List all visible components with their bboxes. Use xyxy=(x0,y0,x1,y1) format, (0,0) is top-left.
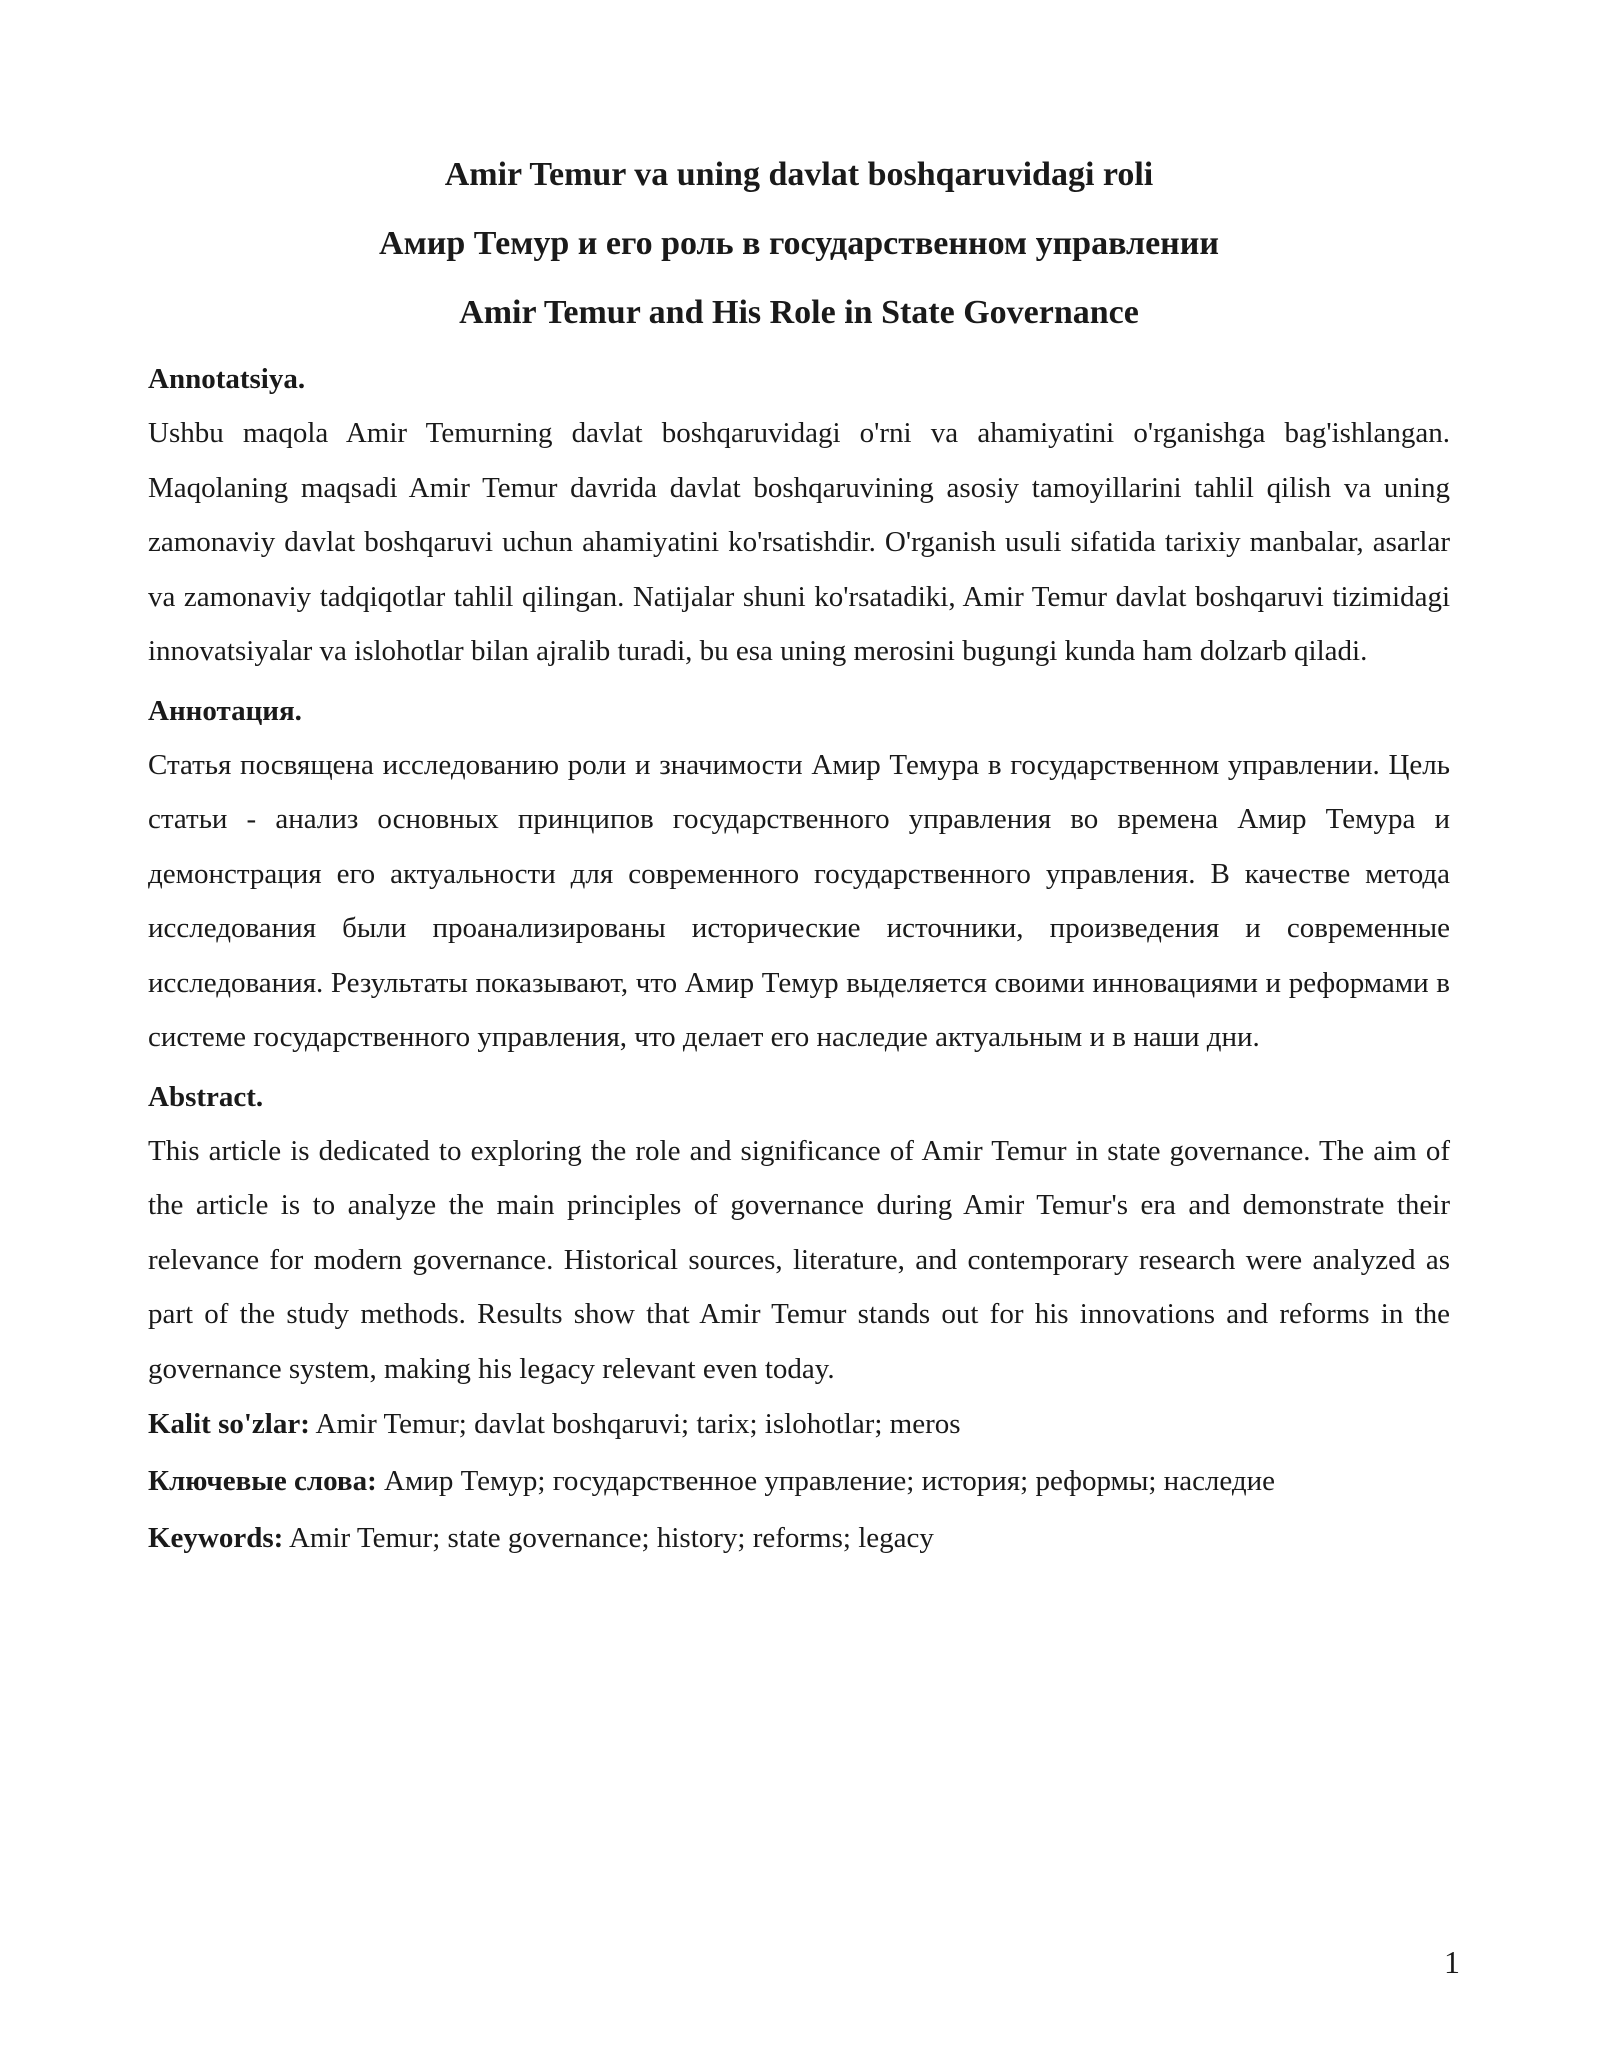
keywords-list-russian: Амир Темур; государственное управление; история; реформы; наследие xyxy=(376,1465,1276,1497)
title-uzbek: Amir Temur va uning davlat boshqaruvidagi roli xyxy=(444,156,1154,193)
abstract-heading-uzbek: Annotatsiya. xyxy=(148,363,306,395)
keywords-list-uzbek: Amir Temur; davlat boshqaruvi; tarix; islohotlar; meros xyxy=(309,1408,961,1440)
keywords-english xyxy=(148,1510,1450,1567)
keywords-list-english: Amir Temur; state governance; history; reforms; legacy xyxy=(283,1522,934,1554)
keywords-russian xyxy=(148,1453,1450,1510)
abstract-heading-russian: Аннотация. xyxy=(148,694,302,727)
abstract-text-uzbek: Ushbu maqola Amir Temurning davlat boshqaruvidagi o'rni va ahamiyatini o'rganishga bag'ishlangan. Maqolaning maqsadi Amir Temur davrida davlat boshqaruvining asosiy tamoyillarini tahlil qilish va uning zamonaviy davlat boshqaruvi uchun ahamiyatini ko'rsatishdir. O'rganish usuli sifatida tarixiy manbalar, asarlar va zamonaviy tadqiqotlar tahlil qilingan. Natijalar shuni ko'rsatadiki, Amir Temur davlat boshqaruvi tizimidagi innovatsiyalar va islohotlar bilan ajralib turadi, bu esa uning merosini bugungi kunda ham dolzarb qiladi. xyxy=(148,417,1450,667)
paper-page xyxy=(148,140,1450,1567)
keywords-label-uzbek: Kalit so'zlar: xyxy=(148,1408,310,1440)
abstract-text-russian: Статья посвящена исследованию роли и значимости Амир Темура в государственном управлении. Цель статьи - анализ основных принципов государственного управления во времена Амир Темура и демонстрация его актуальности для современного государственного управления. В качестве метода исследования были проанализированы исторические источники, произведения и современные исследования. Результаты показывают, что Амир Темур выделяется своими инновациями и реформами в системе государственного управления, что делает его наследие актуальным и в наши дни. xyxy=(148,748,1450,1053)
keywords-label-english: Keywords: xyxy=(148,1522,284,1554)
abstract-text-english: This article is dedicated to exploring the role and significance of Amir Temur in state governance. The aim of the article is to analyze the main principles of governance during Amir Temur's era and demonstrate their relevance for modern governance. Historical sources, literature, and contemporary research were analyzed as part of the study methods. Results show that Amir Temur stands out for his innovations and reforms in the governance system, making his legacy relevant even today. xyxy=(148,1134,1450,1385)
abstract-heading-english: Abstract. xyxy=(148,1080,264,1113)
keywords-uzbek xyxy=(148,1396,1450,1453)
keywords-label-russian: Ключевые слова: xyxy=(148,1465,377,1497)
title-english: Amir Temur and His Role in State Governance xyxy=(459,294,1139,331)
page-number: 1 xyxy=(1444,1944,1460,1980)
title-russian: Амир Темур и его роль в государственном управлении xyxy=(379,225,1219,262)
